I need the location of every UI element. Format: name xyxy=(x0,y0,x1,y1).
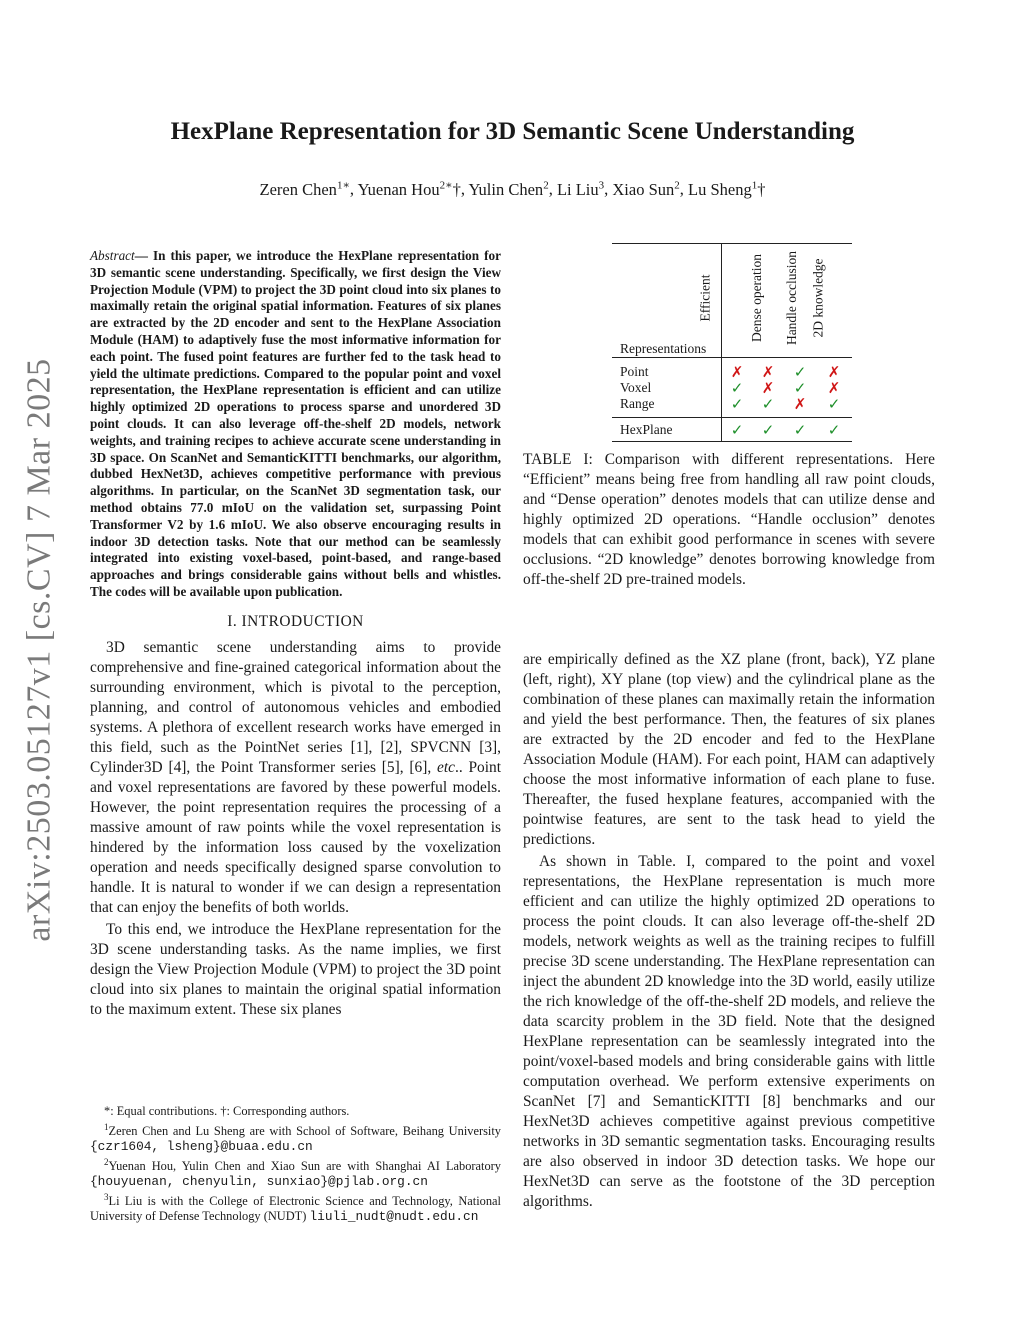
table-rule xyxy=(612,417,852,418)
author-list: Zeren Chen$^{1∗}$, Yuenan Hou$^{2∗}$†, Yulin Chen$^2$, Li Liu$^3$, Xiao Sun$^2$, Lu Sheng$^1$† xyxy=(259,179,766,199)
abstract xyxy=(90,248,501,601)
abstract-dash: — xyxy=(134,248,148,263)
footnote: $^2$Yuenan Hou, Yulin Chen and Xiao Sun are with Shanghai AI Laboratory {houyuenan, chenyulin, sunxiao}@pjlab.org.cn xyxy=(90,1156,501,1190)
email: {czr1604, lsheng}@buaa.edu.cn xyxy=(90,1139,313,1155)
table-divider xyxy=(721,357,722,417)
table-row-label: Point xyxy=(620,364,649,379)
author: Xiao Sun$^2$ xyxy=(612,179,680,199)
table-row-label: HexPlane xyxy=(620,422,673,437)
section-heading-introduction: I. INTRODUCTION xyxy=(227,612,364,630)
table-cell-mark: ✓ xyxy=(793,421,807,439)
footnote: $^3$Li Liu is with the College of Electronic Science and Technology, National University of Defense Technology (NUDT) liuli_nudt@nudt.edu.cn xyxy=(90,1191,501,1225)
footnote: $^1$Zeren Chen and Lu Sheng are with School of Software, Beihang University {czr1604, lsheng}@buaa.edu.cn xyxy=(90,1121,501,1155)
table-cell-mark: ✗ xyxy=(827,379,841,397)
column-header: 2D knowledge xyxy=(810,258,826,338)
column-header: Efficient xyxy=(697,274,713,322)
email: {houyuenan, chenyulin, sunxiao}@pjlab.org.cn xyxy=(90,1174,428,1190)
email: liuli_nudt@nudt.edu.cn xyxy=(309,1209,479,1225)
table-cell-mark: ✓ xyxy=(730,379,744,397)
table-cell-mark: ✓ xyxy=(761,395,775,413)
arxiv-identifier: arXiv:2503.05127v1 [cs.CV] 7 Mar 2025 xyxy=(21,358,59,942)
abstract-label: Abstract xyxy=(90,248,135,263)
table-cell-mark: ✗ xyxy=(761,379,775,397)
footnotes xyxy=(90,1104,501,1225)
author: Yulin Chen$^2$ xyxy=(468,179,549,199)
abstract-text: In this paper, we introduce the HexPlane representation for 3D semantic scene understanding. Specifically, we first design the View Projection Module (VPM) to project the 3D point cloud into six planes to maximally retain the original spatial information. Features of six planes are extracted by the 2D encoder and sent to the HexPlane Association Module (HAM) to adaptively fuse the most informative information for each point. The fused point features are further fed to the task head to yield the ultimate predictions. Compared to the popular point and voxel representation, the HexPlane representation is efficient and can utilize highly optimized 2D operations to process sparse and unordered 3D point clouds. It can also leverage off-the-shelf 2D models, network weights, and training recipes to achieve accurate scene understanding in 3D space. On ScanNet and SemanticKITTI benchmarks, our algorithm, dubbed HexNet3D, achieves competitive performance with previous algorithms. In particular, on the ScanNet 3D segmentation task, our method obtains 77.0 mIoU on the validation set, surpassing Point Transformer V2 by 1.6 mIoU. We also observe encouraging results in indoor 3D detection tasks. Note that our method can be seamlessly integrated into existing voxel-based, point-based, and range-based approaches and brings considerable gains without bells and whistles. The codes will be available upon publication. xyxy=(90,248,501,599)
intro-paragraph: To this end, we introduce the HexPlane representation for the 3D scene understanding tasks. As the name implies, we first design the View Projection Module (VPM) to project the 3D point cloud into six planes to maintain the original spatial information to the maximum extent. These six planes xyxy=(90,920,501,1018)
table-cell-mark: ✓ xyxy=(730,421,744,439)
table-divider xyxy=(721,417,722,441)
author: Li Liu$^3$ xyxy=(556,179,605,199)
table-cell-mark: ✗ xyxy=(793,395,807,413)
right-column xyxy=(523,650,935,1214)
table-bottom-rule xyxy=(612,441,852,442)
table-cell-mark: ✓ xyxy=(827,395,841,413)
table-cell-mark: ✓ xyxy=(730,395,744,413)
footnote: *: Equal contributions. †: Corresponding authors. xyxy=(104,1104,350,1118)
intro-paragraph: 3D semantic scene understanding aims to provide comprehensive and fine-grained categorical information about the surrounding environment, which is pivotal to the perception, planning, and control of autonomous vehicles and embodied systems. A plethora of excellent research works have emerged in this field, such as the PointNet series [1], [2], SPVCNN [3], Cylinder3D [4], the Point Transformer series [5], [6], etc.. Point and voxel representations are favored by these powerful models. However, the point representation requires the processing of a massive amount of raw points while the voxel representation is hindered by the information loss caused by the voxelization operation and needs specifically designed sparse convolution to handle. It is natural to wonder if we can design a representation that can enjoy the benefits of both worlds. xyxy=(90,638,501,916)
table-cell-mark: ✗ xyxy=(730,363,744,381)
table-divider xyxy=(721,243,722,357)
table-cell-mark: ✗ xyxy=(827,363,841,381)
left-column xyxy=(90,248,501,1022)
table-caption: TABLE I: Comparison with different representations. Here “Efficient” means being free from handling all raw point clouds, and “Dense operation” denotes models that can utilize dense and highly optimized 2D operations. “Handle occlusion” denotes models that can exhibit good performance in scenes with severe occlusions. “2D knowledge” denotes borrowing knowledge from off-the-shelf 2D pre-trained models. xyxy=(523,451,935,588)
table-cell-mark: ✓ xyxy=(827,421,841,439)
table-row-label: Range xyxy=(620,396,655,411)
table-cell-mark: ✓ xyxy=(793,363,807,381)
author: Zeren Chen$^{1∗}$ xyxy=(259,179,350,199)
column-header: Dense operation xyxy=(749,253,765,343)
table-row-label: Voxel xyxy=(620,380,652,395)
table-cell-mark: ✗ xyxy=(761,363,775,381)
body-paragraph: As shown in Table. I, compared to the point and voxel representations, the HexPlane representation is much more efficient and can utilize the highly optimized 2D operations to process the point clouds. It can also leverage off-the-shelf 2D models, network weights as well as the training recipes to fulfill precise 3D scene understanding. The HexPlane representation can inject the abundent 2D knowledge into the 3D world, easily utilize the rich knowledge of the off-the-shelf 2D models, and relieve the data scarcity problem in the 3D field. Note that the designed HexPlane representation can be seamlessly integrated into the point/voxel-based models and bring considerable gains with little computation overhead. We perform extensive experiments on ScanNet [7] and SemanticKITTI [8] benchmarks and our HexNet3D achieves competitive against previous competitive networks in 3D semantic segmentation tasks. Encouraging results are also observed in indoor 3D detection tasks. We hope our HexNet3D can serve as the footstone of the 3D perception algorithms. xyxy=(523,853,935,1210)
author: Lu Sheng$^1$† xyxy=(688,179,766,199)
column-header: Handle occlusion xyxy=(784,250,800,346)
table-rule xyxy=(612,357,852,358)
table-cell-mark: ✓ xyxy=(793,379,807,397)
table-cell-mark: ✓ xyxy=(761,421,775,439)
body-paragraph: are empirically defined as the XZ plane (front, back), YZ plane (left, right), XY plane (top view) and the cylindrical plane as the combination of these planes can maximally retain the information and yield the best performance. Then, the features of six planes are extracted by the 2D encoder and fed to the HexPlane Association Module (HAM). For each point, HAM can adaptively choose the most informative information of each plane to fuse. Thereafter, the fused hexplane features, accompanied with the pointwise features, are sent to the task head to yield the predictions. xyxy=(523,651,935,848)
paper-title: HexPlane Representation for 3D Semantic Scene Understanding xyxy=(170,118,855,145)
row-header-label: Representations xyxy=(620,341,707,356)
author: Yuenan Hou$^{2∗}$† xyxy=(357,179,461,199)
